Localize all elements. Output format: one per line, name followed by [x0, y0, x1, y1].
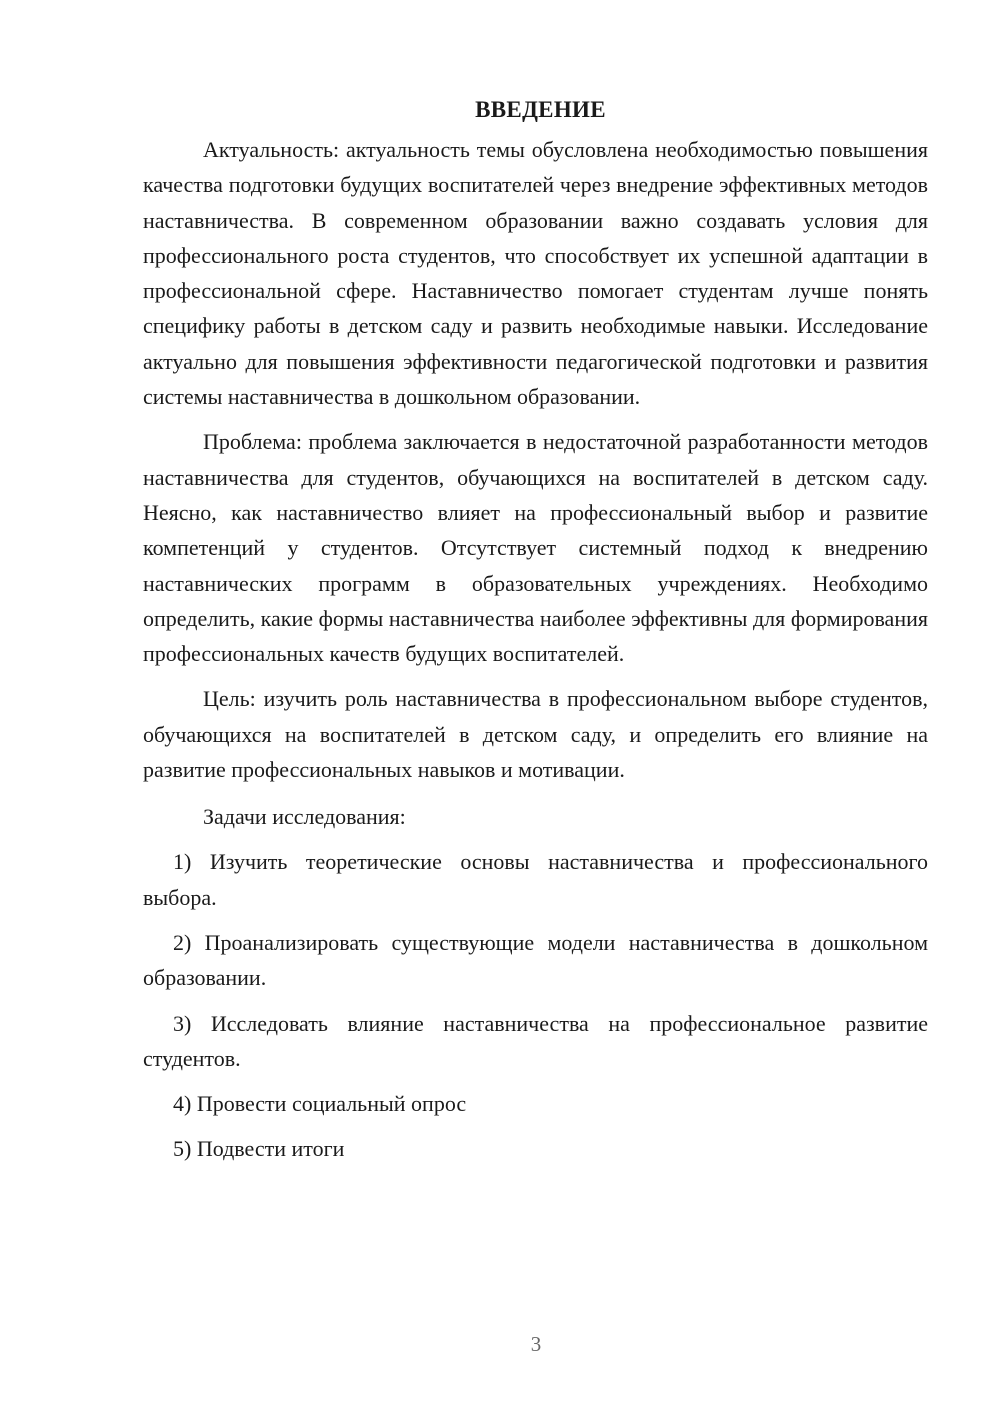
- paragraph-relevance: Актуальность: актуальность темы обусловлена необходимостью повышения качества подготовки будущих воспитателей через внедрение эффективных методов наставничества. В современном образовании важно создавать условия для профессионального роста студентов, что способствует их успешной адаптации в профессиональной сфере. Наставничество помогает студентам лучше понять специфику работы в детском саду и развить необходимые навыки. Исследование актуально для повышения эффективности педагогической подготовки и развития системы наставничества в дошкольном образовании.: [143, 137, 928, 410]
- page-number: 3: [530, 1332, 542, 1356]
- paragraph-goal: Цель: изучить роль наставничества в профессиональном выборе студентов, обучающихся на воспитателей в детском саду, и определить его влияние на развитие профессиональных навыков и мотивации.: [143, 686, 928, 783]
- tasks-heading: Задачи исследования:: [203, 804, 406, 830]
- task-item-5: 5) Подвести итоги: [173, 1136, 345, 1162]
- page-content: [143, 92, 928, 1167]
- section-title: ВВЕДЕНИЕ: [475, 97, 606, 122]
- task-item-2: 2) Проанализировать существующие модели наставничества в дошкольном образовании.: [143, 929, 928, 991]
- paragraph-problem: Проблема: проблема заключается в недостаточной разработанности методов наставничества для студентов, обучающихся на воспитателей в детском саду. Неясно, как наставничество влияет на профессиональный выбор и развитие компетенций у студентов. Отсутствует системный подход к внедрению наставнических программ в образовательных учреждениях. Необходимо определить, какие формы наставничества наиболее эффективны для формирования профессиональных качеств будущих воспитателей.: [143, 429, 928, 667]
- task-item-1: 1) Изучить теоретические основы наставничества и профессионального выбора.: [143, 849, 928, 910]
- task-item-4: 4) Провести социальный опрос: [173, 1091, 467, 1117]
- task-item-3: 3) Исследовать влияние наставничества на профессиональное развитие студентов.: [143, 1010, 928, 1071]
